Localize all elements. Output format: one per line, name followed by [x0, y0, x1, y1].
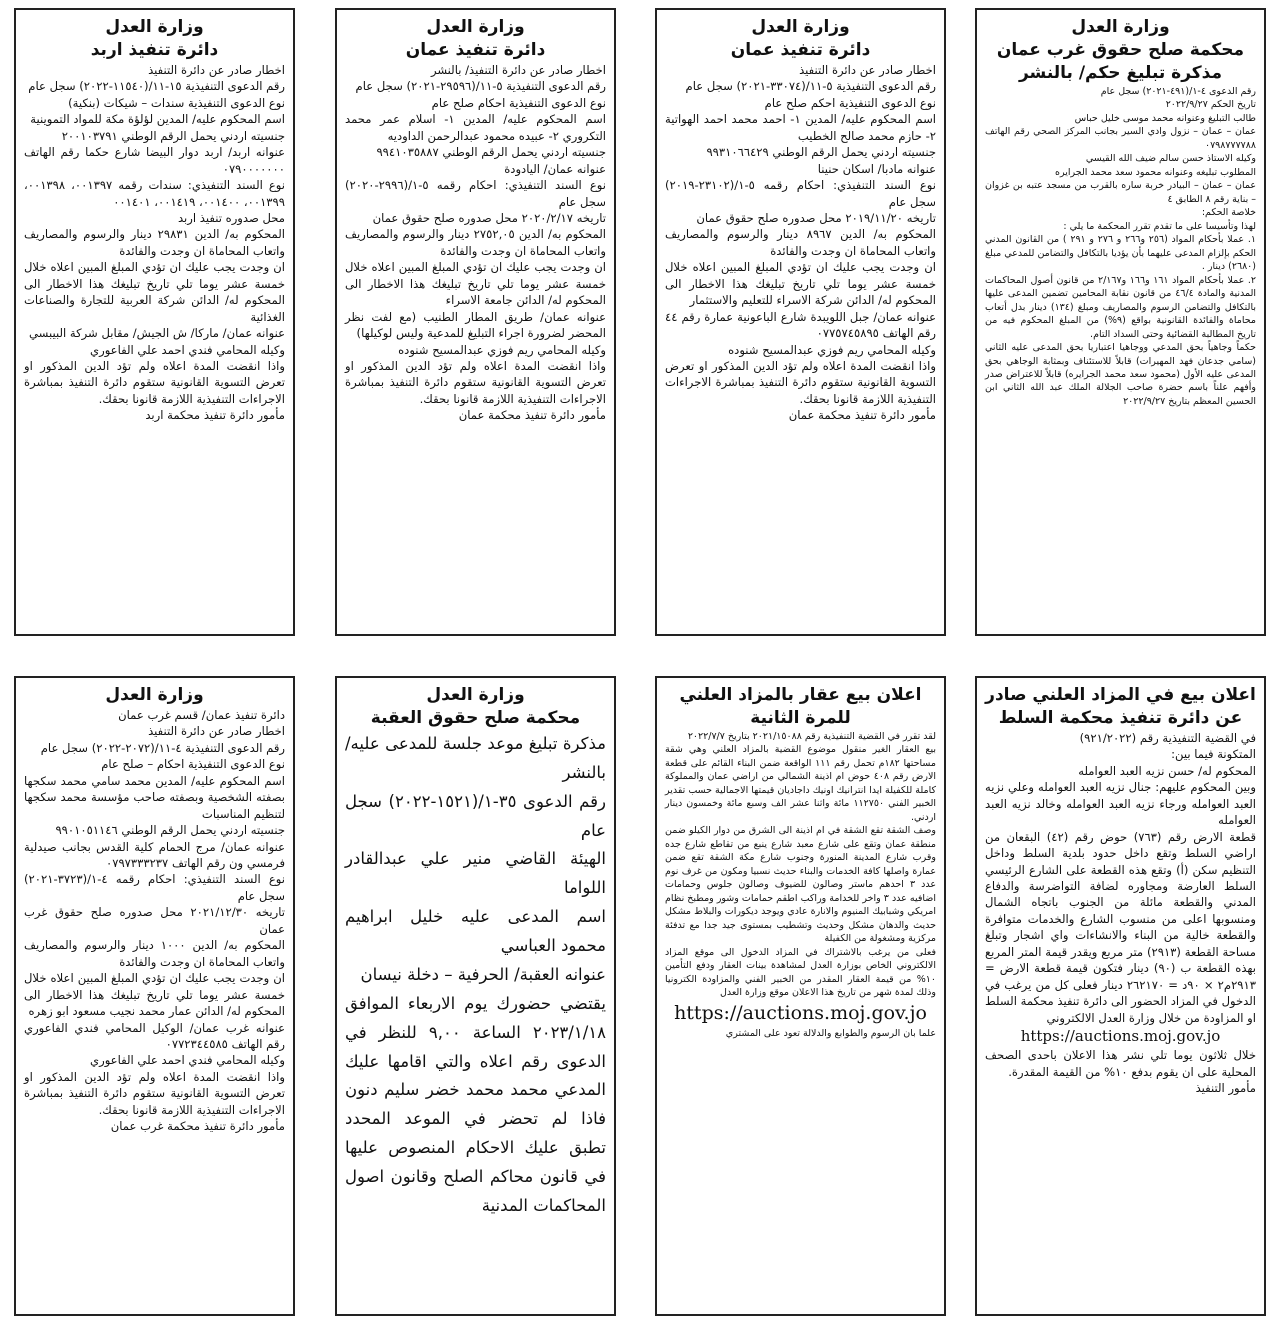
notice-line: وصف الشقة تقع الشقة في ام اذينة الى الشرق من دوار الكيلو ضمن منطقة عمان وتقع على شارع معبد شارع ينبع من تقاطع شارع جده وقرب شارع المدينة المنورة وجنوب شارع مكة الشقة تقع ضمن عمارة واصلها كافة الخدمات والبناء حديث نسبيا ومكون من غرف نوم عدد ٣ احدهم ماستر وصالون للضيوف وصالون جلوس وحمامات اضافيه عدد ٣ واخر للخدامة وراكب اطقم حمامات وشور ومطبخ نظام امريكي وشبابيك المنيوم والانارة عادي ويوجد ديكورات والبلاط مشكل حديث والدهان مشكل وحديث وتشطيب بمستوى جيد جدا مع تدفئة مركزية ومشغولة من الكفيلة — [665, 825, 936, 945]
notice-title: مذكرة تبليغ حكم/ بالنشر — [1018, 62, 1223, 83]
notice-line: اسم المحكوم عليه/ المدين ١- احمد محمد احمد الهواتية ٢- حازم محمد صالح الخطيب — [665, 112, 936, 143]
notice-line: عنوانه غرب عمان/ الوكيل المحامي فندي الفاعوري رقم الهاتف ٠٧٧٢٣٤٤٥٨٥ — [24, 1020, 285, 1051]
notice-line: رقم الدعوى التنفيذية ٤-١١/(٢٠٧٢-٢٠٢٢) سجل عام — [40, 740, 285, 755]
notice-line: تاريخه ٢٠٢٠/٢/١٧ محل صدوره صلح حقوق عمان — [372, 210, 606, 225]
notice-box — [335, 8, 616, 636]
notice-line: عنوانه العقبة/ الحرفية – دخلة نيسان — [360, 964, 606, 984]
notice-line: واذا انقضت المدة اعلاه ولم تؤد الدين المذكور او تعرض التسوية القانونية ستقوم دائرة التنفيذ بمباشرة الاجراءات التنفيذية اللازمة قانونا بحقك. — [24, 359, 285, 406]
notice-line: واذا انقضت المدة اعلاه ولم تؤد الدين المذكور او تعرض التسوية القانونية ستقوم دائرة التنفيذ بمباشرة الاجراءات التنفيذية اللازمة قانونا بحقك. — [24, 1069, 285, 1117]
notice-line: رقم الدعوى ٤-١/(٤٩١-٢٠٢١) سجل عام — [1100, 85, 1256, 97]
notice-line: مأمور التنفيذ — [1195, 1081, 1256, 1096]
notice-title: وزارة العدل — [1071, 17, 1170, 37]
notice-line: نوع السند التنفيذي: احكام رقمه ٥-١/(٢٣١٠٢-٢٠١٩) سجل عام — [665, 178, 936, 209]
notice-box — [655, 8, 946, 636]
notice-line: اخطار صادر عن دائرة التنفيذ — [799, 62, 936, 77]
notice-line: المحكوم به/ الدين ٨٩٦٧ دينار والرسوم والمصاريف واتعاب المحاماة ان وجدت والفائدة — [665, 227, 936, 258]
notice-line: جنسيته اردني يحمل الرقم الوطني ٢٠٠١٠٣٧٩١ — [61, 128, 285, 143]
notice-line: المحكوم به/ الدين ٢٧٥٢,٠٥ دينار والرسوم والمصاريف واتعاب المحاماة ان وجدت والفائدة — [345, 227, 606, 258]
notice-line: اخطار صادر عن دائرة التنفيذ/ بالنشر — [430, 62, 606, 77]
notice-line: ان وجدت يجب عليك ان تؤدي المبلغ المبين اعلاه خلال خمسة عشر يوما تلي تاريخ تبليغك هذا الاخطار الى المحكوم له/ الدائن شركة الاسراء للتعليم والاستثمار — [665, 260, 936, 308]
notice-line: ان وجدت يجب عليك ان تؤدي المبلغ المبين اعلاه خلال خمسة عشر يوما تلي تاريخ تبليغك هذا الاخطار الى المحكوم له/ الدائن عمار محمد نجيب مسعود ابو زهره — [24, 971, 285, 1019]
notice-box — [975, 8, 1266, 636]
notice-line: اسم المحكوم عليه/ المدين ١- اسلام عمر محمد التكروري ٢- عبيده محمود عبدالرحمن الداوديه — [345, 112, 606, 143]
notice-title: دائرة تنفيذ عمان — [405, 39, 546, 60]
notice-box — [655, 676, 946, 1316]
notice-line: اسم المحكوم عليه/ المدين محمد سامي محمد سكجها بصفته الشخصية وبصفته صاحب مؤسسة محمد سكجها لتنظيم المناسبات — [24, 773, 285, 821]
notice-line: عمان – عمان – نزول وادي السير بجانب المركز الصحي رقم الهاتف ٠٧٩٨٧٧٧٧٨٨ — [985, 126, 1256, 151]
notice-box — [335, 676, 616, 1316]
notice-line: دائرة تنفيذ عمان/ قسم غرب عمان — [118, 707, 285, 722]
notice-line: تاريخه ٢٠١٩/١١/٢٠ محل صدوره صلح حقوق عمان — [696, 210, 936, 225]
notice-line: قطعة الارض رقم (٧٦٣) حوض رقم (٤٢) البقعان من اراضي السلط وتقع داخل حدود بلدية السلط وداخل التنظيم سكن (أ) وتقع هذه القطعة على الشارع الرئيسي السلط العارضة ومجاوره لضافة التواضرسة والدفاع المدني والقطعة مائلة من الجنوب باتجاه الشمال ومنسوبها اعلى من منسوب الشارع والخدمات متوافرة والقطعة خالية من البناء والانشاءات واي اشجار وتبلغ مساحة القطعة (٢٩١٣) متر مربع ويقدر قيمة المتر المربع بهذه القطعة ب (٩٠) دينار فتكون قيمة قطعة الارض = ٢٩١٣م٢ × ٩٠د = ٢٦٢١٧٠ دينار فعلى كل من يرغب في الدخول في المزاد الحضور الى دائرة تنفيذ محكمة السلط او المزاودة من خلال وزارة العدل الالكتروني — [985, 829, 1257, 1025]
notice-line: في القضية التنفيذية رقم (٩٢١/٢٠٢٢) — [1079, 730, 1256, 745]
notice-line: الهيئة القاضي منير علي عبدالقادر اللواما — [345, 849, 606, 898]
notice-title: محكمة صلح حقوق العقبة — [370, 707, 581, 728]
notice-line: رقم الدعوى التنفيذية ٥-١١/(٢٩٥٩٦-٢٠٢١) سجل عام — [355, 79, 606, 94]
notice-line: جنسيته اردني يحمل الرقم الوطني ٩٩٠١٠٥١١٤٦ — [55, 823, 285, 838]
notice-line: ان وجدت يجب عليك ان تؤدي المبلغ المبين اعلاه خلال خمسة عشر يوما تلي تاريخ تبليغك هذا الاخطار الى المحكوم له/ الدائن جامعة الاسراء — [345, 260, 606, 308]
notice-box — [14, 676, 295, 1316]
notice-title: دائرة تنفيذ اربد — [90, 39, 219, 60]
notice-line: مذكرة تبليغ موعد جلسة للمدعى عليه/ بالنشر — [345, 733, 606, 782]
notice-line: وبين المحكوم عليهم: جنال نزيه العبد العوامله وعلي نزيه العبد العوامله ورجاء نزيه العبد العوامله وخالد نزيه العبد العوامله — [985, 780, 1256, 828]
notice-line: محل صدوره تنفيذ اربد — [177, 210, 285, 225]
notice-line: بيع العقار الغير منقول موضوع القضية بالمزاد العلني وهي شقة مساحتها ١٨٢م تحمل رقم ١١١ الواقعة ضمن البناء القائم على قطعة الارض رقم ٤٠٨ حوض ام اذينة الشمالي من اراضي عمان والمملوكة كاملة للكفيلة ايدا انترانيك اونيك داجاديان قيمتها الاجمالية حسب تقدير الخبير الفني ١١٢٧٥٠ مائة واثنا عشر الف وسبع مائة وخمسون دينار اردني. — [665, 744, 937, 823]
auction-link[interactable]: https://auctions.moj.gov.jo — [674, 1001, 927, 1024]
notice-title: دائرة تنفيذ عمان — [730, 39, 871, 60]
notice-line: اخطار صادر عن دائرة التنفيذ — [148, 62, 285, 77]
notice-line: مأمور دائرة تنفيذ محكمة غرب عمان — [110, 1119, 285, 1134]
notice-line: نوع السند التنفيذي: احكام رقمه ٤-١/(٣٧٢٣-٢٠٢١) سجل عام — [24, 872, 285, 903]
notice-line: جنسيته اردني يحمل الرقم الوطني ٩٩٣١٠٦٦٤٢٩ — [706, 145, 936, 160]
notice-box — [975, 676, 1266, 1316]
notice-title: وزارة العدل — [751, 17, 850, 37]
notice-title: اعلان بيع عقار بالمزاد العلني — [679, 685, 922, 705]
notice-box — [14, 8, 295, 636]
notice-line: ٢. عملا بأحكام المواد ١٦١ و١٦٦ و٢/١٦٧ من قانون أصول المحاكمات المدنية والمادة ٤٦/٤ من قانون نقابة المحامين تضمين المدعى عليها بالتكافل والتضامن الرسوم والمصاريف ومبلغ (١٣٤) دينار بدل أتعاب محاماة والفائدة القانونية بواقع (٩%) من المبلغ المحكوم فيه من تاريخ المطالبة القضائية وحتى السداد التام. — [985, 274, 1256, 340]
notice-line: ١. عملا بأحكام المواد (٢٥٦ و٢٦٦ و ٢٧٦ و ٢٩١ ) من القانون المدني الحكم بإلزام المدعى عليهما بأن يؤديا بالتكافل والتضامن للمدعي مبلغ (٢٦٨٠) دينار . — [985, 234, 1256, 273]
notice-line: المطلوب تبليغه وعنوانه محمود سعد محمد الجرايره — [1054, 166, 1256, 178]
notice-line: وكيله المحامي فندي احمد علي الفاعوري — [90, 1053, 285, 1068]
notice-line: يقتضي حضورك يوم الاربعاء الموافق ٢٠٢٣/١/١٨ الساعة ٩,٠٠ للنظر في الدعوى رقم اعلاه والتي اقامها عليك المدعي محمد محمد خضر سليم دنون فاذا لم تحضر في الموعد المحدد تطبق عليك الاحكام المنصوص عليها في قانون محاكم الصلح وقانون اصول المحاكمات المدنية — [345, 993, 606, 1215]
notice-line: عنوانه مادبا/ اسكان حنينا — [817, 161, 936, 176]
notice-line: لهذا وتأسيسا على ما تقدم تقرر المحكمة ما يلي : — [1063, 220, 1256, 232]
notice-line: وكيله المحامي ريم فوزي عبدالمسيح شنوده — [398, 342, 606, 357]
notice-line: رقم الدعوى التنفيذية ١٥-١١/(١١٥٤٠-٢٠٢٢) سجل عام — [28, 79, 285, 94]
notice-line: المحكوم به/ الدين ٢٩٨٣١ دينار والرسوم والمصاريف واتعاب المحاماة ان وجدت والفائدة — [24, 227, 285, 258]
notice-title: وزارة العدل — [426, 17, 525, 37]
notice-line: واذا انقضت المدة اعلاه ولم تؤد الدين المذكور او تعرض التسوية القانونية ستقوم دائرة التنفيذ بمباشرة الاجراءات التنفيذية اللازمة قانونا بحقك. — [665, 359, 936, 406]
notice-line: عنوانه عمان/ مرج الحمام كلية القدس بجانب صيدلية فرمسي ون رقم الهاتف ٠٧٩٧٣٣٣٢٣٧ — [24, 839, 285, 871]
notice-line: تاريخه ٢٠٢١/١٢/٣٠ محل صدوره صلح حقوق غرب عمان — [24, 905, 285, 936]
notice-line: رقم الدعوى التنفيذية ٥-١١/(٣٣٠٧٤-٢٠٢١) سجل عام — [685, 79, 936, 94]
notice-line: علما بان الرسوم والطوابع والدلالة تعود على المشتري — [725, 1027, 936, 1039]
notice-title: وزارة العدل — [105, 17, 204, 37]
notice-line: وكيله الاستاذ حسن سالم ضيف الله القيسي — [1085, 153, 1256, 165]
notice-line: نوع السند التنفيذي: سندات رقمه ٠٠١٣٩٧، ٠٠١٣٩٨، ٠٠١٣٩٩، ٠٠١٤٠٠، ٠٠١٤١٩، ٠٠١٤٠١ — [24, 178, 285, 209]
notice-line: عنوانه عمان/ طريق المطار الطنيب (مع لفت نظر المحضر لضرورة اجراء التبليغ للمدعية وليس لوكيلها) — [345, 309, 606, 341]
notice-line: اسم المحكوم عليه/ المدين لؤلؤة مكة للمواد التموينية — [30, 112, 285, 127]
notice-line: مأمور دائرة تنفيذ محكمة اربد — [145, 408, 285, 423]
notice-line: ان وجدت يجب عليك ان تؤدي المبلغ المبين اعلاه خلال خمسة عشر يوما تلي تاريخ تبليغك هذا الاخطار الى المحكوم له/ الدائن شركة العربية للتجارة والصناعات الغذائية — [24, 260, 285, 324]
notice-line: طالب التبليغ وعنوانه محمد موسى خليل حباس — [1074, 112, 1256, 124]
notice-line: رقم الدعوى ٣٥-١/(١٥٢١-٢٠٢٢) سجل عام — [345, 791, 607, 840]
notice-line: اسم المدعى عليه خليل ابراهيم محمود العباسي — [345, 907, 606, 955]
notice-line: جنسيته اردني يحمل الرقم الوطني ٩٩٤١٠٣٥٨٨٧ — [376, 145, 606, 160]
notice-line: وكيله المحامي ريم فوزي عبدالمسيح شنوده — [728, 342, 936, 357]
notice-line: عنوانه عمان/ جبل اللويبدة شارع الباعونية عمارة رقم ٤٤ رقم الهاتف ٠٧٧٥٧٤٥٨٩٥ — [665, 309, 936, 341]
notice-line: تاريخ الحكم ٢٠٢٢/٩/٢٧ — [1165, 99, 1256, 111]
notice-line: نوع الدعوى التنفيذية احكام صلح عام — [431, 95, 606, 110]
notice-line: المحكوم به/ الدين ١٠٠٠ دينار والرسوم والمصاريف واتعاب المحاماة ان وجدت والفائدة — [24, 938, 285, 969]
notice-line: واذا انقضت المدة اعلاه ولم تؤد الدين المذكور او تعرض التسوية القانونية ستقوم دائرة التنفيذ بمباشرة الاجراءات التنفيذية اللازمة قانونا بحقك. — [345, 359, 606, 406]
notice-line: نوع الدعوى التنفيذية احكم صلح عام — [764, 95, 936, 110]
notice-line: نوع الدعوى التنفيذية سندات – شيكات (بنكية) — [68, 95, 285, 110]
notice-line: مأمور دائرة تنفيذ محكمة عمان — [458, 408, 606, 423]
notice-line: اخطار صادر عن دائرة التنفيذ — [148, 724, 285, 739]
notice-title: وزارة العدل — [426, 685, 525, 705]
notice-line: حكماً وجاهياً بحق المدعي ووجاهيا اعتباريا بحق المدعى عليه الثاني (سامي جدعان فهد المهيرات) قابلاً للاستئناف وبمثابة الوجاهي بحق المدعى عليه الأول (محمود سعد محمد الجرايره) قابلاً للاعتراض صدر وأفهم علناً باسم حضرة صاحب الجلالة الملك عبد الله الثاني ابن الحسين المعظم بتاريخ ٢٠٢٢/٩/٢٧ — [985, 342, 1256, 407]
notice-line: عنوانه عمان/ ماركا/ ش الجيش/ مقابل شركة البيبسي — [28, 326, 285, 341]
notice-line: نوع السند التنفيذي: احكام رقمه ٥-١/(٢٩٩٦-٢٠٢٠) سجل عام — [345, 178, 606, 209]
notice-line: المحكوم له/ حسن نزيه العبد العوامله — [1078, 763, 1256, 778]
notice-line: المتكونة فيما بين: — [1171, 747, 1256, 762]
notice-title: اعلان بيع في المزاد العلني صادر عن دائرة تنفيذ محكمة السلط — [985, 685, 1256, 728]
notice-line: نوع الدعوى التنفيذية احكام – صلح عام — [101, 757, 285, 772]
notice-line: عمان – عمان – البيادر خربة ساره بالقرب من مسجد عتبه بن غزوان – بناية رقم ٨ الطابق ٤ — [985, 180, 1256, 205]
notice-title: وزارة العدل — [105, 685, 204, 705]
notice-line: وكيله المحامي فندي احمد علي الفاعوري — [90, 342, 285, 357]
notice-line: لقد تقرر في القضية التنفيذية رقم ٢٠٢١/١٥٠٨٨ بتاريخ ٢٠٢٢/٧/٧ — [687, 730, 936, 742]
auction-link[interactable]: https://auctions.moj.gov.jo — [1020, 1027, 1221, 1046]
notice-line: خلال ثلاثون يوما تلي نشر هذا الاعلان باحدى الصحف المحلية على ان يقوم بدفع ١٠% من القيمة المقدرة. — [985, 1048, 1256, 1079]
notice-title: محكمة صلح حقوق غرب عمان — [996, 39, 1245, 60]
notice-line: عنوانه عمان/ اليادودة — [504, 161, 606, 176]
notice-line: خلاصة الحكم: — [1201, 207, 1256, 219]
notice-line: مأمور دائرة تنفيذ محكمة عمان — [788, 408, 936, 423]
notice-title: للمرة الثانية — [750, 707, 851, 728]
notice-line: فعلى من يرغب بالاشتراك في المزاد الدخول الى موقع المزاد الالكتروني الخاص بوزارة العدل لمشاهدة بينات العقار ودفع التأمين ١٠% من قيمة العقار المقدر من الخبير الفني والمزاودة الكترونيا وذلك لمدة شهر من تاريخ هذا الاعلان موقع وزارة العدل — [665, 946, 936, 999]
notice-line: عنوانه اربد/ اربد دوار البيضا شارع حكما رقم الهاتف ٠٧٩٠٠٠٠٠٠٠ — [24, 145, 285, 176]
